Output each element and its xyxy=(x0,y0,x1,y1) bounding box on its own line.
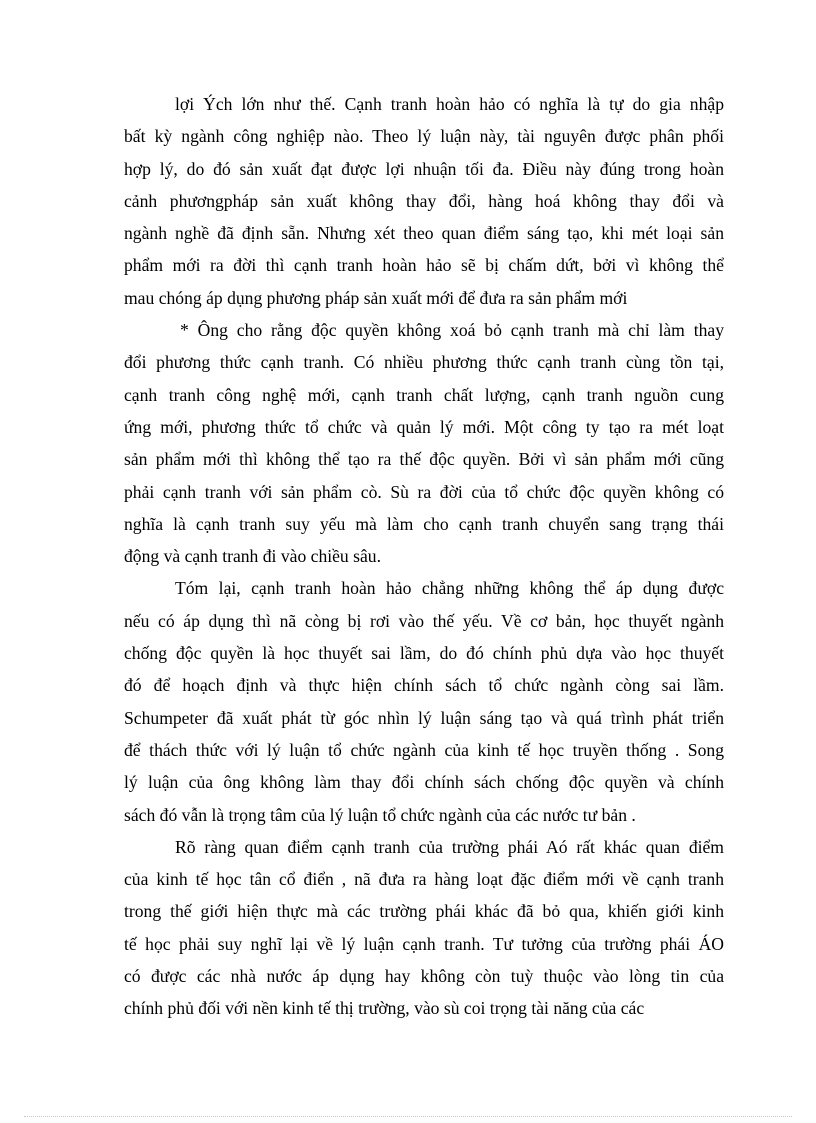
text-line: chính phủ đối với nền kinh tế thị trường, vào sù coi trọng tài năng của các xyxy=(124,998,645,1019)
text-line: mau chóng áp dụng phương pháp sản xuất mới để đưa ra sản phẩm mới xyxy=(124,287,628,308)
text-line: đó để hoạch định và thực hiện chính sách tổ chức ngành còng sai lầm. xyxy=(124,675,724,696)
text-line: sách đó vẫn là trọng tâm của lý luận tổ chức ngành của các nước tư bản . xyxy=(124,804,636,825)
text-line: tế học phải suy nghĩ lại về lý luận cạnh tranh. Tư tưởng của trường phái ÁO xyxy=(124,933,724,954)
text-line: để thách thức với lý luận tổ chức ngành của kinh tế học truyền thống . Song xyxy=(124,739,724,760)
text-line: Tóm lại, cạnh tranh hoàn hảo chẳng những không thể áp dụng được xyxy=(175,578,724,599)
paragraph xyxy=(124,88,724,314)
text-line: bất kỳ ngành công nghiệp nào. Theo lý luận này, tài nguyên được phân phối xyxy=(124,126,724,147)
text-line: Rõ ràng quan điểm cạnh tranh của trường phái Aó rất khác quan điểm xyxy=(175,836,724,857)
text-line: ứng mới, phương thức tổ chức và quản lý mới. Một công ty tạo ra mét loạt xyxy=(124,416,724,437)
text-line: sản phẩm mới thì không thể tạo ra thế độc quyền. Bởi vì sản phẩm mới cũng xyxy=(124,449,724,470)
paragraph xyxy=(124,314,724,572)
page-bottom-rule xyxy=(24,1116,792,1117)
text-line: * Ông cho rằng độc quyền không xoá bỏ cạnh tranh mà chỉ làm thay xyxy=(180,320,724,341)
text-line: lý luận của ông không làm thay đổi chính sách chống độc quyền và chính xyxy=(124,772,724,793)
paragraph xyxy=(124,572,724,830)
text-line: đổi phương thức cạnh tranh. Có nhiều phương thức cạnh tranh cùng tồn tại, xyxy=(124,352,724,373)
text-line: chống độc quyền là học thuyết sai lầm, do đó chính phủ dựa vào học thuyết xyxy=(124,643,724,664)
text-line: động và cạnh tranh đi vào chiều sâu. xyxy=(124,546,381,567)
text-line: Schumpeter đã xuất phát từ góc nhìn lý luận sáng tạo và quá trình phát triển xyxy=(124,707,724,728)
text-line: phải cạnh tranh với sản phẩm cò. Sù ra đời của tổ chức độc quyền không có xyxy=(124,481,724,502)
text-line: của kinh tế học tân cổ điển , nã đưa ra hàng loạt đặc điểm mới về cạnh tranh xyxy=(124,869,724,890)
text-line: có được các nhà nước áp dụng hay không còn tuỳ thuộc vào lòng tin của xyxy=(124,966,724,987)
text-line: cạnh tranh công nghệ mới, cạnh tranh chất lượng, cạnh tranh nguồn cung xyxy=(124,384,724,405)
text-line: lợi Ých lớn như thế. Cạnh tranh hoàn hảo có nghĩa là tự do gia nhập xyxy=(175,94,724,114)
text-line: nghĩa là cạnh tranh suy yếu mà làm cho cạnh tranh chuyển sang trạng thái xyxy=(124,513,724,534)
text-line: cảnh phươngpháp sản xuất không thay đổi, hàng hoá không thay đổi và xyxy=(124,190,724,211)
paragraph xyxy=(124,831,724,1025)
text-line: hợp lý, do đó sản xuất đạt được lợi nhuận tối đa. Điều này đúng trong hoàn xyxy=(124,158,724,179)
text-line: nếu có áp dụng thì nã còng bị rơi vào thế yếu. Về cơ bản, học thuyết ngành xyxy=(124,610,724,631)
text-line: phẩm mới ra đời thì cạnh tranh hoàn hảo sẽ bị chấm dứt, bởi vì không thể xyxy=(124,255,724,276)
text-line: ngành nghề đã định sẵn. Nhưng xét theo quan điểm sáng tạo, khi mét loại sản xyxy=(124,223,724,244)
text-line: trong thế giới hiện thực mà các trường phái khác đã bỏ qua, khiến giới kinh xyxy=(124,901,724,922)
body-text xyxy=(124,88,724,1025)
